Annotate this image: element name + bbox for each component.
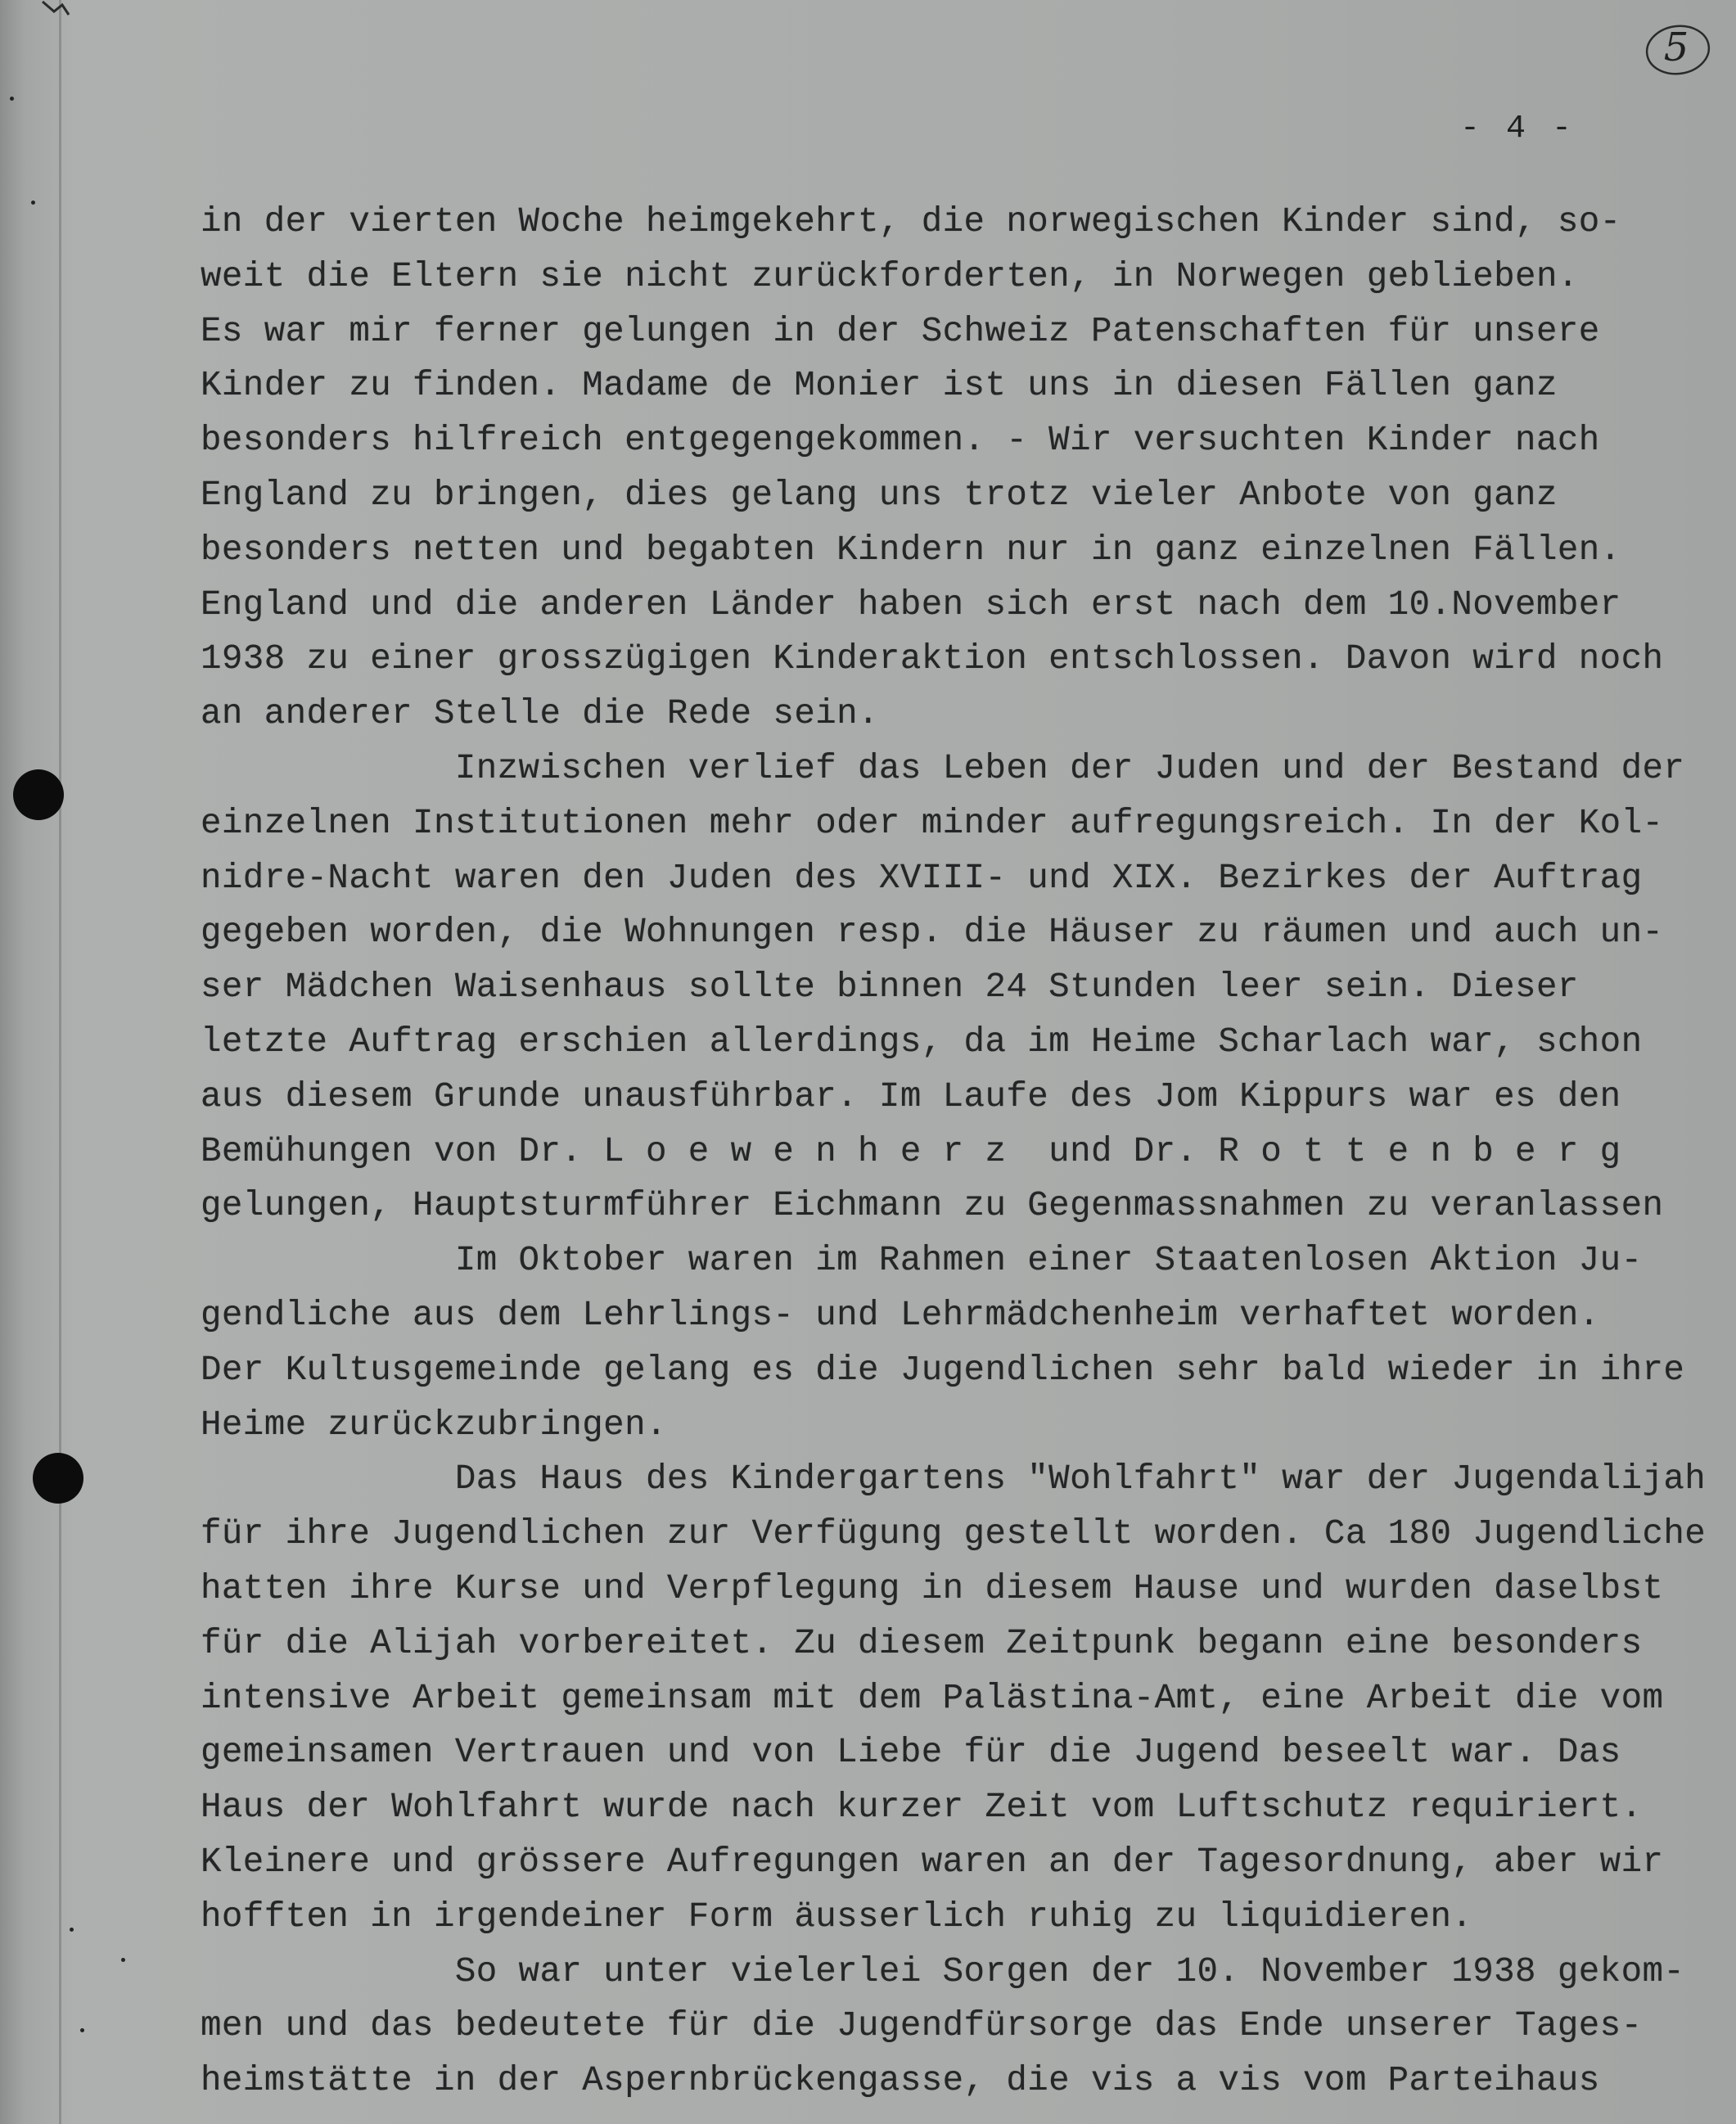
paper-speck [121, 1958, 125, 1962]
text-line: 1938 zu einer grosszügigen Kinderaktion entschlossen. Davon wird noch [201, 639, 1664, 679]
text-line: an anderer Stelle die Rede sein. [201, 694, 879, 734]
text-line: nidre-Nacht waren den Juden des XVIII- und XIX. Bezirkes der Auftrag [201, 858, 1643, 898]
text-line: England und die anderen Länder haben sich erst nach dem 10.November [201, 584, 1621, 625]
typed-body-text [201, 195, 1736, 2108]
text-line: Der Kultusgemeinde gelang es die Jugendlichen sehr bald wieder in ihre [201, 1350, 1685, 1390]
text-line: Es war mir ferner gelungen in der Schweiz Patenschaften für unsere [201, 311, 1600, 351]
paper-speck [31, 201, 35, 205]
folio-stamp [1644, 23, 1717, 79]
text-line: So war unter vielerlei Sorgen der 10. November 1938 gekom- [201, 1951, 1685, 1991]
text-line: ser Mädchen Waisenhaus sollte binnen 24 Stunden leer sein. Dieser [201, 967, 1579, 1008]
text-line: gegeben worden, die Wohnungen resp. die Häuser zu räumen und auch un- [201, 913, 1664, 953]
text-line: einzelnen Institutionen mehr oder minder aufregungsreich. In der Kol- [201, 803, 1664, 843]
text-line: gendliche aus dem Lehrlings- und Lehrmädchenheim verhaftet worden. [201, 1295, 1600, 1335]
punch-hole-lower [33, 1453, 83, 1504]
paper-speck [80, 2028, 84, 2032]
corner-scribble-mark [39, 0, 88, 25]
folio-number: 5 [1663, 25, 1689, 70]
text-line: hatten ihre Kurse und Verpflegung in diesem Hause und wurden daselbst [201, 1568, 1664, 1608]
paper-speck [70, 1928, 74, 1932]
text-line: Kleinere und grössere Aufregungen waren an der Tagesordnung, aber wir [201, 1842, 1664, 1882]
text-line: Das Haus des Kindergartens "Wohlfahrt" war der Jugendalijah [201, 1459, 1707, 1499]
text-line: in der vierten Woche heimgekehrt, die norwegischen Kinder sind, so- [201, 202, 1621, 241]
text-line: für die Alijah vorbereitet. Zu diesem Zeitpunk begann eine besonders [201, 1623, 1643, 1663]
text-line: gelungen, Hauptsturmführer Eichmann zu Gegenmassnahmen zu veranlassen [201, 1186, 1664, 1226]
text-line: besonders hilfreich entgegengekommen. - Wir versuchten Kinder nach [201, 421, 1600, 461]
text-line: aus diesem Grunde unausführbar. Im Laufe des Jom Kippurs war es den [201, 1076, 1621, 1116]
text-line: letzte Auftrag erschien allerdings, da im Heime Scharlach war, schon [201, 1021, 1643, 1062]
paper-edge-shadow [59, 0, 61, 2124]
text-line: weit die Eltern sie nicht zurückforderten, in Norwegen geblieben. [201, 256, 1579, 296]
page-number: - 4 - [1460, 110, 1576, 147]
text-line: Im Oktober waren im Rahmen einer Staatenlosen Aktion Ju- [201, 1241, 1643, 1281]
text-line: England zu bringen, dies gelang uns trotz vieler Anbote von ganz [201, 475, 1558, 515]
text-line: besonders netten und begabten Kindern nur in ganz einzelnen Fällen. [201, 530, 1621, 570]
text-line: gemeinsamen Vertrauen und von Liebe für die Jugend beseelt war. Das [201, 1733, 1621, 1773]
text-line: Bemühungen von Dr. L o e w e n h e r z und Dr. R o t t e n b e r g [201, 1131, 1621, 1171]
text-line: Haus der Wohlfahrt wurde nach kurzer Zeit vom Luftschutz requiriert. [201, 1788, 1643, 1828]
text-line: heimstätte in der Aspernbrückengasse, die vis a vis vom Parteihaus [201, 2061, 1600, 2101]
text-line: Inzwischen verlief das Leben der Juden und der Bestand der [201, 748, 1685, 788]
paper-speck [10, 97, 14, 101]
text-line: für ihre Jugendlichen zur Verfügung gestellt worden. Ca 180 Jugendliche [201, 1514, 1707, 1554]
text-line: Kinder zu finden. Madame de Monier ist uns in diesen Fällen ganz [201, 366, 1558, 406]
text-line: men und das bedeutete für die Jugendfürsorge das Ende unserer Tages- [201, 2006, 1643, 2046]
punch-hole-upper [13, 769, 64, 820]
text-line: hofften in irgendeiner Form äusserlich ruhig zu liquidieren. [201, 1896, 1473, 1937]
text-line: intensive Arbeit gemeinsam mit dem Palästina-Amt, eine Arbeit die vom [201, 1678, 1664, 1718]
text-line: Heime zurückzubringen. [201, 1405, 667, 1445]
